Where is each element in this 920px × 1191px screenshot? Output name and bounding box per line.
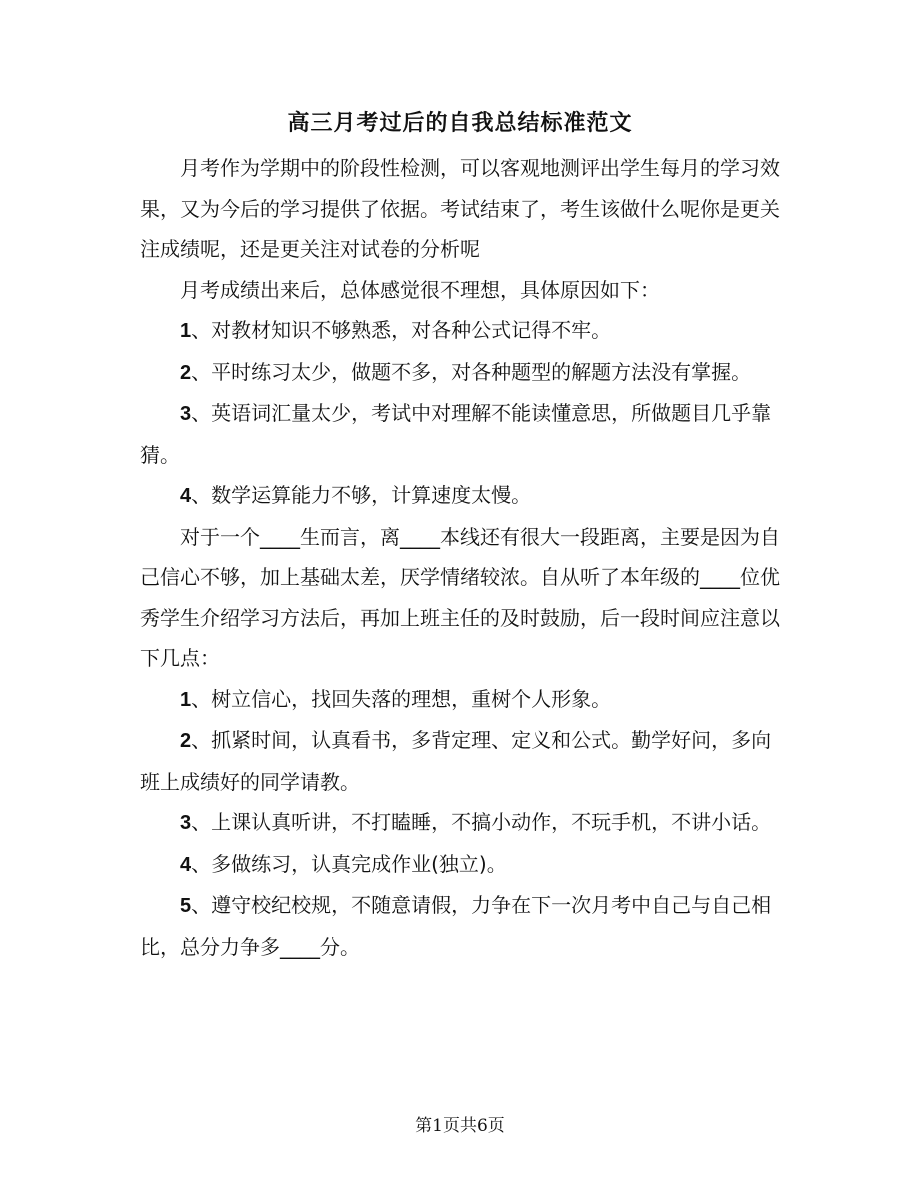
document-body — [140, 148, 788, 967]
reason-text: 、数学运算能力不够，计算速度太慢。 — [191, 483, 532, 507]
plan-number: 1 — [180, 688, 192, 711]
reasons-lead-paragraph: 月考成绩出来后，总体感觉很不理想，具体原因如下： — [180, 277, 660, 302]
reason-number: 3 — [180, 403, 192, 425]
plan-number: 4 — [180, 853, 192, 876]
plan-item — [140, 885, 788, 967]
plan-item — [140, 720, 788, 802]
document-title: 高三月考过后的自我总结标准范文 — [287, 111, 633, 136]
plan-item — [140, 679, 788, 721]
reason-number: 2 — [180, 361, 192, 384]
plan-text: 、多做练习，认真完成作业(独立)。 — [191, 851, 507, 876]
plan-text: 、上课认真听讲，不打瞌睡，不搞小动作，不玩手机，不讲小话。 — [191, 810, 772, 834]
reason-number: 1 — [180, 320, 192, 342]
reason-number: 4 — [180, 485, 192, 507]
reason-item — [140, 352, 788, 394]
plan-item — [140, 844, 788, 886]
reason-item — [140, 310, 788, 352]
plan-number: 3 — [180, 812, 192, 834]
reason-text: 、英语词汇量太少，考试中对理解不能读懂意思，所做题目几乎靠猜。 — [140, 401, 772, 467]
plan-text: 、遵守校纪校规，不随意请假，力争在下一次月考中自己与自己相比，总分力争多____分。 — [140, 893, 772, 959]
reason-item — [140, 475, 788, 517]
plan-number: 2 — [180, 730, 192, 752]
plan-item — [140, 802, 788, 844]
reason-item — [140, 393, 788, 475]
reason-text: 、平时练习太少，做题不多，对各种题型的解题方法没有掌握。 — [191, 359, 752, 384]
reason-text: 、对教材知识不够熟悉，对各种公式记得不牢。 — [191, 318, 612, 342]
plan-text: 、抓紧时间，认真看书，多背定理、定义和公式。勤学好问，多向班上成绩好的同学请教。 — [140, 728, 772, 794]
plan-text: 、树立信心，找回失落的理想，重树个人形象。 — [191, 686, 612, 711]
plan-lead-paragraph: 对于一个____生而言，离____本线还有很大一段距离，主要是因为自己信心不够，加上基础太差，厌学情绪较浓。自从听了本年级的____位优秀学生介绍学习方法后，再加上班主任的及时鼓励，后一段时间应注意以下几点： — [140, 524, 780, 670]
plan-number: 5 — [180, 895, 192, 917]
page-indicator: 第1页共6页 — [415, 1116, 505, 1136]
intro-paragraph: 月考作为学期中的阶段性检测，可以客观地测评出学生每月的学习效果，又为今后的学习提供了依据。考试结束了，考生该做什么呢你是更关注成绩呢，还是更关注对试卷的分析呢 — [140, 156, 780, 261]
